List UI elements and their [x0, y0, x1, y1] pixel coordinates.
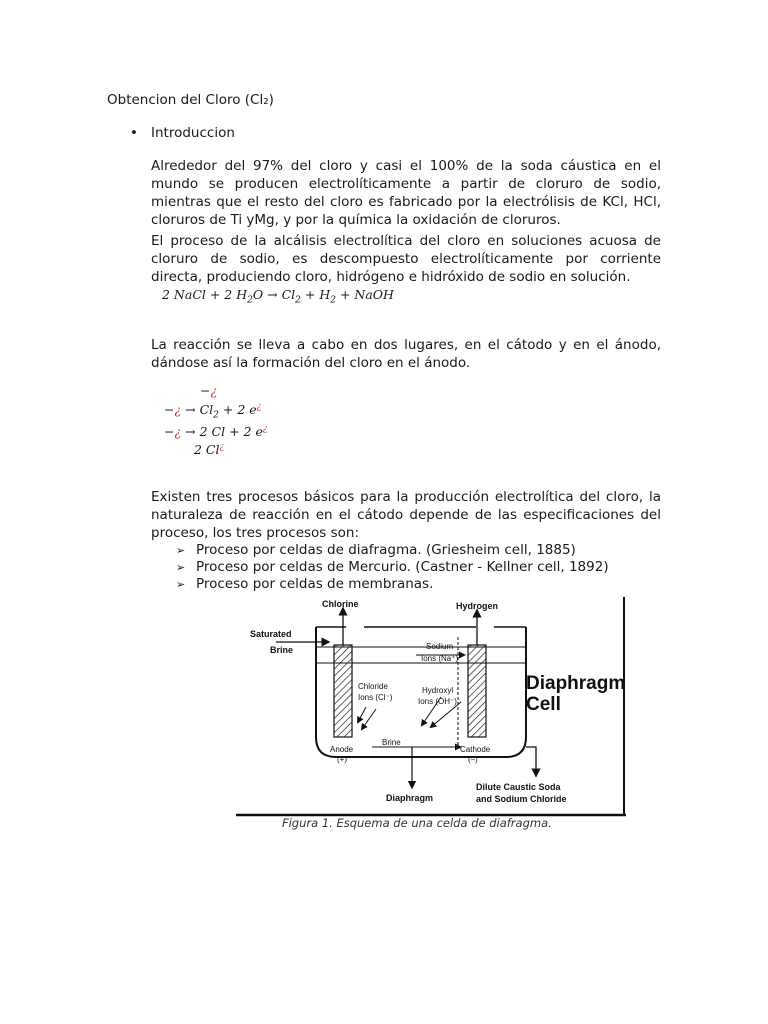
anode-electrode — [334, 645, 352, 737]
figure-title-line-2: Cell — [526, 694, 561, 715]
label-brine-inlet: Brine — [270, 645, 294, 655]
paragraph-line: directa, produciendo cloro, hidrógeno e hidróxido de sodio en solución. — [151, 269, 631, 285]
label-anode-sign: (+) — [337, 755, 347, 764]
paragraph-line: mundo se producen electrolíticamente a partir de cloruro de sodio, — [151, 176, 661, 192]
cathode-electrode — [468, 645, 486, 737]
label-hydrogen: Hydrogen — [456, 601, 499, 611]
paragraph-line: dándose así la formación del cloro en el ánodo. — [151, 355, 471, 371]
label-chloride-ions: Ions (Cl⁻) — [358, 693, 393, 702]
paragraph-line: proceso, los tres procesos son: — [151, 525, 360, 541]
list-item: Proceso por celdas de Mercurio. (Castner - Kellner cell, 1892) — [196, 559, 609, 575]
reaction-line-3: 2 Cl¿ — [194, 442, 225, 458]
paragraph-line: cloruro de sodio, es descompuesto electrolíticamente por corriente — [151, 251, 661, 267]
paragraph-line: El proceso de la alcálisis electrolítica del cloro en soluciones acuosa de — [151, 233, 661, 249]
list-arrow-icon: ➢ — [176, 544, 186, 557]
label-hydroxyl: Hydroxyl — [422, 686, 454, 695]
label-chlorine: Chlorine — [322, 599, 359, 609]
paragraph-reaction — [151, 336, 661, 372]
main-equation: 2 NaCl + 2 $H_2O \to Cl_2 + H_2$ + NaOH — [162, 287, 394, 306]
figure-caption: Figura 1. Esquema de una celda de diafragma. — [282, 816, 552, 830]
paragraph-process — [151, 232, 661, 286]
label-sodium-ions: Ions (Na⁺) — [421, 654, 459, 663]
reaction-line-1: −¿ → $Cl_2 + 2$ e¿ — [164, 402, 262, 421]
label-output-2: and Sodium Chloride — [476, 794, 567, 804]
paragraph-line: mientras que el resto del cloro es fabricado por la electrólisis de KCl, HCl, — [151, 194, 661, 210]
paragraph-line: cloruros de Ti yMg, y por la química la oxidación de cloruros. — [151, 212, 561, 228]
label-cathode-sign: (–) — [468, 755, 478, 764]
label-saturated: Saturated — [250, 629, 292, 639]
paragraph-line: Existen tres procesos básicos para la producción electrolítica del cloro, la — [151, 489, 661, 505]
document-title: Obtencion del Cloro (Cl₂) — [107, 92, 274, 108]
list-item: Proceso por celdas de membranas. — [196, 576, 434, 592]
paragraph-intro — [151, 157, 661, 229]
list-arrow-icon: ➢ — [176, 561, 186, 574]
paragraph-line: Alrededor del 97% del cloro y casi el 100% de la soda cáustica en el — [151, 158, 661, 174]
label-anode: Anode — [330, 745, 354, 754]
bullet-marker: • — [130, 125, 138, 141]
diaphragm-cell-figure — [236, 597, 628, 817]
paragraph-processes — [151, 488, 661, 542]
label-chloride: Chloride — [358, 682, 388, 691]
list-arrow-icon: ➢ — [176, 578, 186, 591]
label-cathode: Cathode — [460, 745, 491, 754]
paragraph-line: naturaleza de reacción en el cátodo depende de las especificaciones del — [151, 507, 661, 523]
section-heading: Introduccion — [151, 125, 235, 141]
label-output-1: Dilute Caustic Soda — [476, 782, 561, 792]
label-sodium: Sodium — [426, 642, 454, 651]
reaction-line-2: −¿ → 2 Cl + 2 e¿ — [164, 424, 268, 440]
reaction-line-0: −¿ — [200, 383, 218, 398]
label-brine: Brine — [382, 738, 401, 747]
list-item: Proceso por celdas de diafragma. (Griesheim cell, 1885) — [196, 542, 576, 558]
label-diaphragm: Diaphragm — [386, 793, 434, 803]
label-hydroxyl-ions: Ions (OH⁻) — [418, 697, 457, 706]
figure-title-line-1: Diaphragm — [526, 673, 626, 694]
paragraph-line: La reacción se lleva a cabo en dos lugares, en el cátodo y en el ánodo, — [151, 337, 661, 353]
